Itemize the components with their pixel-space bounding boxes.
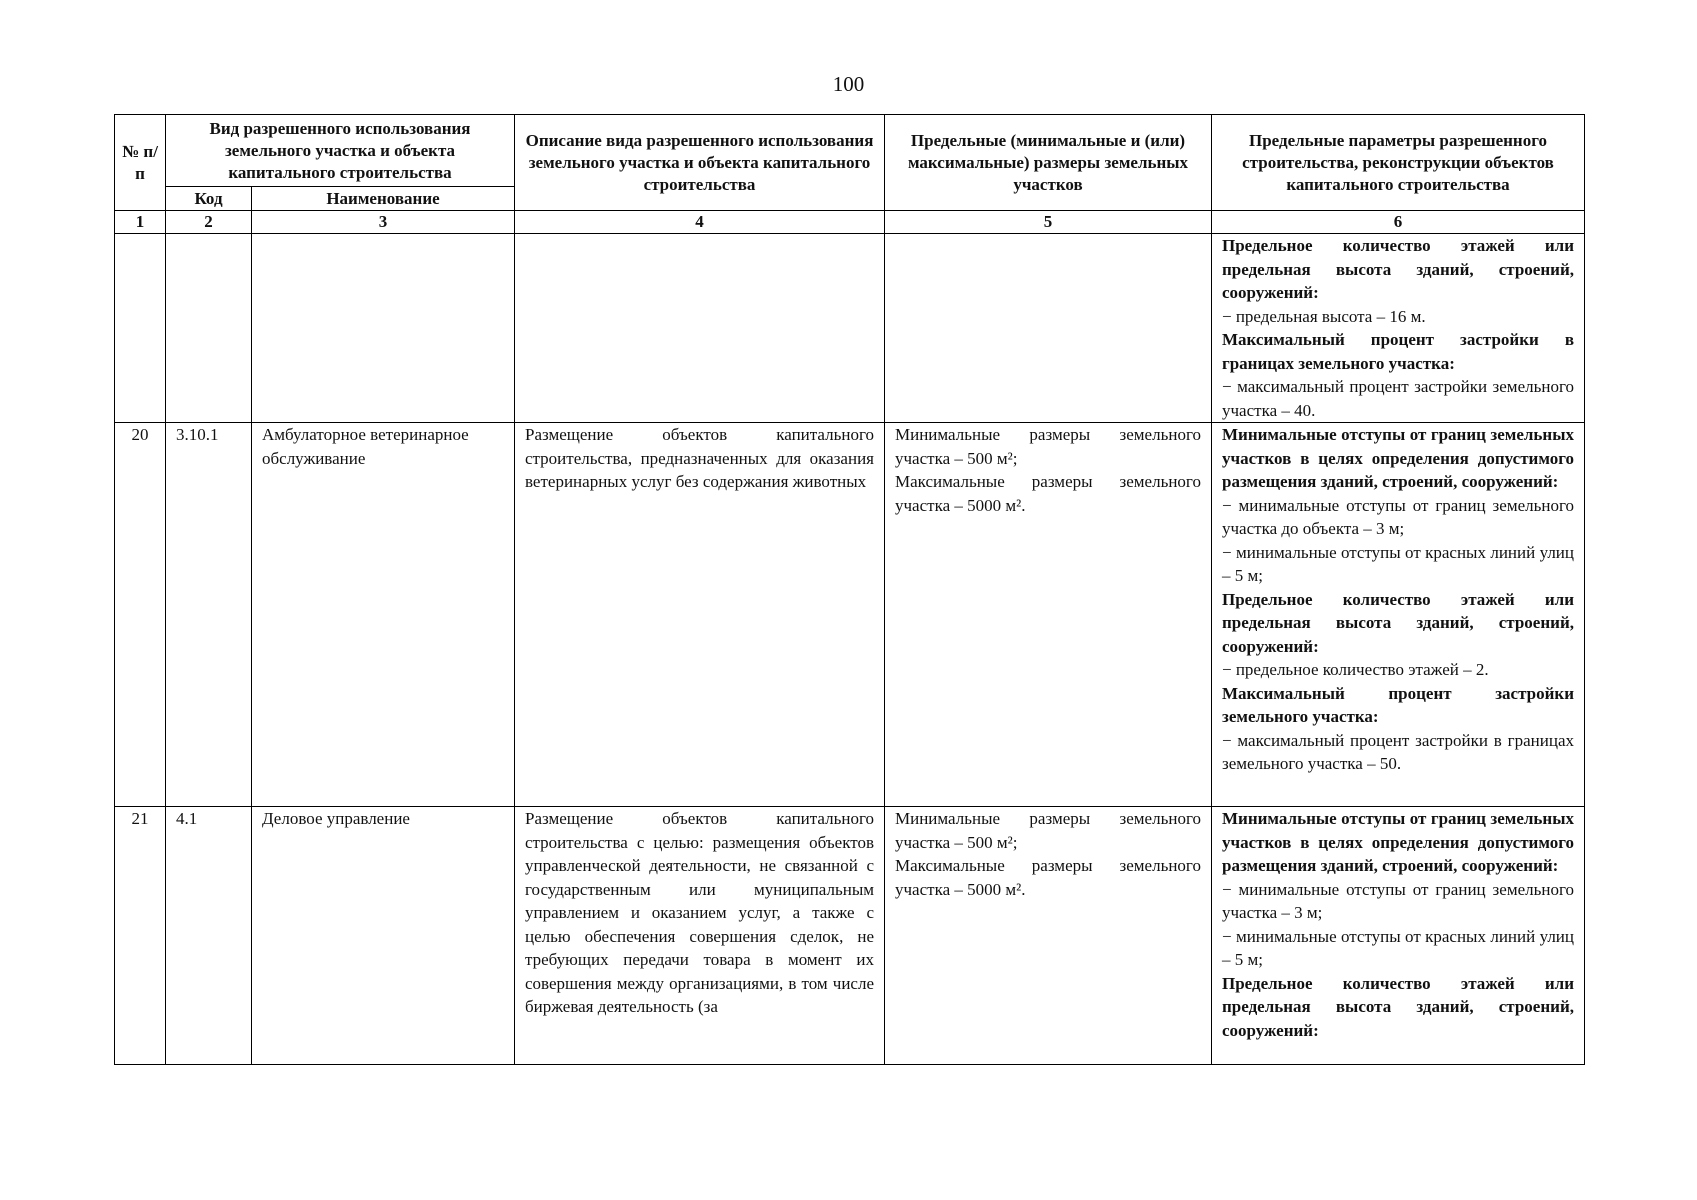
row-code	[166, 234, 252, 423]
row-number: 20	[115, 423, 166, 807]
column-number-row	[115, 211, 1585, 234]
row-number: 21	[115, 807, 166, 1065]
column-number: 1	[115, 211, 166, 234]
param-line: − предельное количество этажей – 2.	[1222, 660, 1489, 679]
row-name: Амбулаторное ветеринарное обслуживание	[252, 423, 515, 807]
param-line: − максимальный процент застройки земельного участка – 40.	[1222, 377, 1574, 420]
page-number: 100	[832, 72, 865, 96]
table-row	[115, 423, 1585, 807]
param-line: − предельная высота – 16 м.	[1222, 306, 1426, 326]
param-line: − максимальный процент застройки в границах земельного участка – 50.	[1222, 730, 1574, 773]
param-line: − минимальные отступы от красных линий улиц – 5 м;	[1222, 542, 1574, 585]
size-line: Минимальные размеры земельного участка – 500 м²;	[895, 809, 1201, 852]
param-heading: Максимальный процент застройки в границах земельного участка:	[1222, 330, 1574, 373]
header-number: № п/п	[115, 115, 166, 211]
size-line: Минимальные размеры земельного участка – 500 м²;	[895, 425, 1201, 468]
row-sizes	[885, 423, 1212, 807]
param-line: − минимальные отступы от границ земельного участка до объекта – 3 м;	[1222, 495, 1574, 538]
table-row	[115, 234, 1585, 423]
row-number	[115, 234, 166, 423]
param-heading: Предельное количество этажей или предельная высота зданий, строений, сооружений:	[1222, 589, 1574, 656]
param-heading: Максимальный процент застройки земельного участка:	[1222, 683, 1574, 726]
row-code: 3.10.1	[166, 423, 252, 807]
column-number: 5	[885, 211, 1212, 234]
size-line: Максимальные размеры земельного участка – 5000 м².	[895, 856, 1201, 899]
param-heading: Предельное количество этажей или предельная высота зданий, строений, сооружений:	[1222, 236, 1574, 302]
header-use-type: Вид разрешенного использования земельного участка и объекта капитального строительства	[166, 115, 515, 187]
row-params	[1212, 807, 1585, 1065]
header-description: Описание вида разрешенного использования земельного участка и объекта капитального строительства	[515, 115, 885, 211]
header-name: Наименование	[252, 187, 515, 211]
row-description	[515, 234, 885, 423]
row-description: Размещение объектов капитального строительства с целью: размещения объектов управленческой деятельности, не связанной с государственным или муниципальным управлением и оказанием услуг, а также с целью обеспечения совершения сделок, не требующих передачи товара в момент их совершения между организациями, в том числе биржевая деятельность (за	[515, 807, 885, 1065]
row-sizes	[885, 807, 1212, 1065]
row-code: 4.1	[166, 807, 252, 1065]
param-line: − минимальные отступы от красных линий улиц – 5 м;	[1222, 926, 1574, 969]
header-params: Предельные параметры разрешенного строительства, реконструкции объектов капитального строительства	[1212, 115, 1585, 211]
column-number: 6	[1212, 211, 1585, 234]
row-name	[252, 234, 515, 423]
column-number: 2	[166, 211, 252, 234]
row-description: Размещение объектов капитального строительства, предназначенных для оказания ветеринарных услуг без содержания животных	[515, 423, 885, 807]
param-heading: Минимальные отступы от границ земельных участков в целях определения допустимого размещения зданий, строений, сооружений:	[1222, 425, 1574, 491]
table-row	[115, 807, 1585, 1065]
column-number: 4	[515, 211, 885, 234]
header-sizes: Предельные (минимальные и (или) максимальные) размеры земельных участков	[885, 115, 1212, 211]
header-code: Код	[166, 187, 252, 211]
row-name: Деловое управление	[252, 807, 515, 1065]
column-number: 3	[252, 211, 515, 234]
land-use-table	[114, 114, 1585, 1065]
row-sizes	[885, 234, 1212, 423]
size-line: Максимальные размеры земельного участка – 5000 м².	[895, 472, 1201, 515]
row-params	[1212, 423, 1585, 807]
param-heading: Минимальные отступы от границ земельных участков в целях определения допустимого размещения зданий, строений, сооружений:	[1222, 809, 1574, 875]
param-heading: Предельное количество этажей или предельная высота зданий, строений, сооружений:	[1222, 973, 1574, 1040]
row-params	[1212, 234, 1585, 423]
param-line: − минимальные отступы от границ земельного участка – 3 м;	[1222, 879, 1574, 922]
